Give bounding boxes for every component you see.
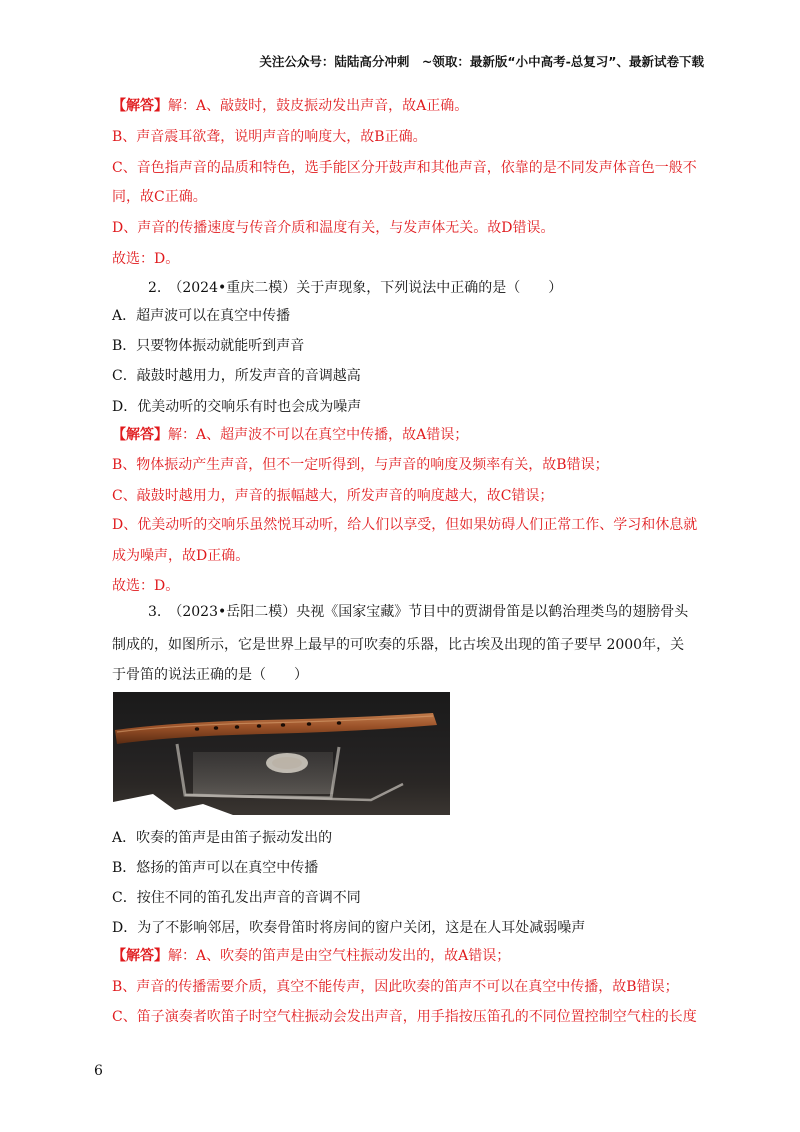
q2-answer-line-b: B、物体振动产生声音，但不一定听得到，与声音的响度及频率有关，故B错误；: [112, 457, 609, 473]
q2-option-b: B．只要物体振动就能听到声音: [112, 338, 305, 354]
answer-tag: 【解答】: [112, 98, 168, 114]
q2-answer-line-d2: 成为噪声，故D正确。: [112, 548, 250, 564]
page-number: 6: [94, 1063, 103, 1079]
q3-stem-line2: 制成的，如图所示，它是世界上最早的可吹奏的乐器，比古埃及出现的笛子要早 2000年，关: [112, 637, 685, 653]
q3-option-c: C．按住不同的笛孔发出声音的音调不同: [112, 890, 361, 906]
q3-stem-line3: 于骨笛的说法正确的是（ ）: [112, 667, 308, 683]
q1-answer-choice: 故选：D。: [112, 251, 180, 267]
q1-answer-line-a: [112, 96, 468, 116]
q3-answer-line-a: [112, 946, 510, 966]
answer-tag: 【解答】: [112, 427, 168, 443]
q3-option-a: A．吹奏的笛声是由笛子振动发出的: [112, 830, 333, 846]
q1-answer-line-d: D、声音的传播速度与传音介质和温度有关，与发声体无关。故D错误。: [112, 220, 555, 236]
answer-text: 解：A、吹奏的笛声是由空气柱振动发出的，故A错误；: [168, 948, 511, 964]
q1-answer-line-c2: 同，故C正确。: [112, 189, 207, 205]
answer-text: 解：A、敲鼓时，鼓皮振动发出声音，故A正确。: [168, 98, 469, 114]
q3-answer-line-b: B、声音的传播需要介质，真空不能传声，因此吹奏的笛声不可以在真空中传播，故B错误；: [112, 979, 679, 995]
q2-option-a: A．超声波可以在真空中传播: [112, 308, 291, 324]
bone-flute-illustration: [113, 692, 450, 815]
bone-flute-photo: [113, 692, 450, 815]
q3-answer-line-c: C、笛子演奏者吹笛子时空气柱振动会发出声音，用手指按压笛孔的不同位置控制空气柱的长度: [112, 1009, 697, 1025]
page-header: 关注公众号：陆陆高分冲刺 ~领取：最新版“小中高考-总复习”、最新试卷下载: [259, 54, 704, 69]
q2-option-c: C．敲鼓时越用力，所发声音的音调越高: [112, 368, 361, 384]
answer-text: 解：A、超声波不可以在真空中传播，故A错误；: [168, 427, 469, 443]
q2-answer-line-a: [112, 425, 468, 445]
q2-answer-line-c: C、敲鼓时越用力，声音的振幅越大，所发声音的响度越大，故C错误；: [112, 488, 554, 504]
q3-option-d: D．为了不影响邻居，吹奏骨笛时将房间的窗户关闭，这是在人耳处减弱噪声: [112, 920, 586, 936]
q2-stem: 2. （2024•重庆二模）关于声现象，下列说法中正确的是（ ）: [148, 280, 563, 296]
q1-answer-line-b: B、声音震耳欲聋，说明声音的响度大，故B正确。: [112, 129, 427, 145]
q2-answer-choice: 故选：D。: [112, 578, 180, 594]
q2-option-d: D．优美动听的交响乐有时也会成为噪声: [112, 399, 362, 415]
q2-answer-line-d1: D、优美动听的交响乐虽然悦耳动听，给人们以享受，但如果妨碍人们正常工作、学习和休息就: [112, 517, 698, 533]
q3-option-b: B．悠扬的笛声可以在真空中传播: [112, 860, 319, 876]
answer-tag: 【解答】: [112, 948, 168, 964]
q3-stem-line1: 3. （2023•岳阳二模）央视《国家宝藏》节目中的贾湖骨笛是以鹤治理类鸟的翅膀骨头: [148, 604, 689, 620]
q1-answer-line-c1: C、音色指声音的品质和特色，选手能区分开鼓声和其他声音，依靠的是不同发声体音色一般不: [112, 160, 697, 176]
